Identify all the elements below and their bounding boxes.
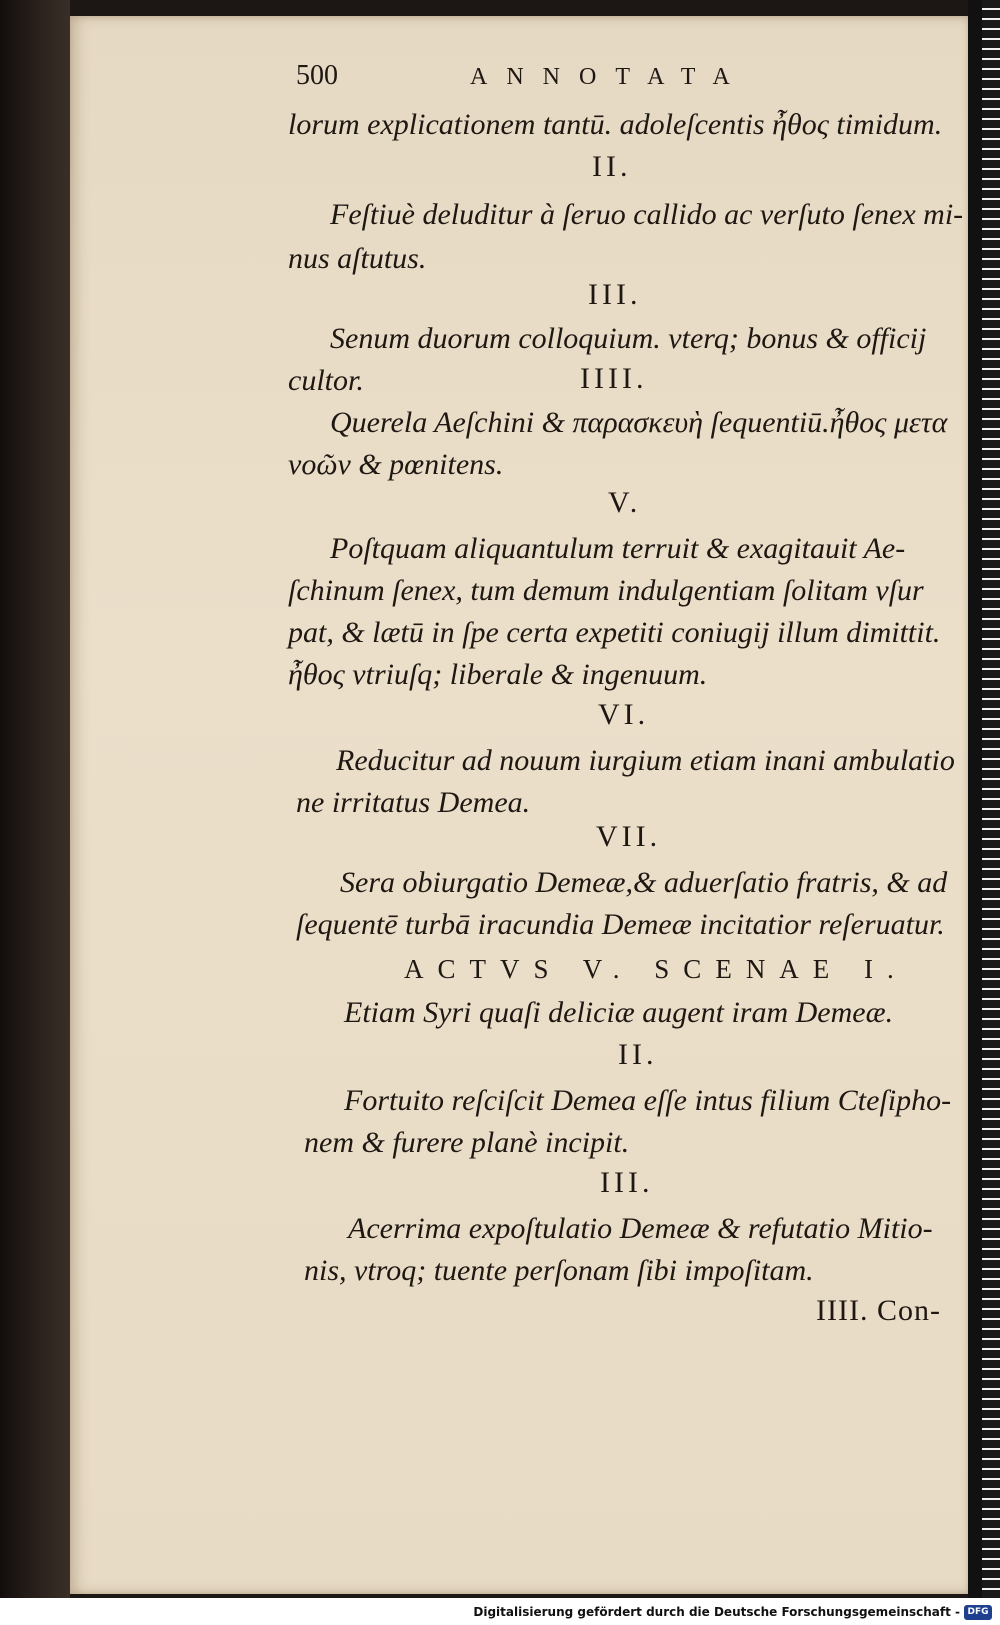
running-title: ANNOTATA: [470, 64, 749, 90]
section-heading: III.: [588, 278, 642, 311]
scan-ruler: [968, 0, 1000, 1598]
section-heading: III.: [600, 1166, 654, 1199]
page-number: 500: [296, 60, 338, 91]
section-heading: V.: [608, 486, 642, 519]
text-line: Querela Aeſchini & παρασκευὴ ſequentiū.ἦθος μετα: [330, 406, 948, 439]
text-line: cultor.: [288, 364, 364, 397]
text-line: nis, vtroq; tuente perſonam ſibi impoſitam.: [304, 1254, 814, 1287]
text-line: Fortuito reſciſcit Demea eſſe intus filium Cteſipho-: [344, 1084, 952, 1117]
section-heading: VI.: [598, 698, 650, 731]
text-line: ſchinum ſenex, tum demum indulgentiam ſolitam vſur: [288, 574, 924, 607]
funding-credit: Digitalisierung gefördert durch die Deutsche Forschungsgemeinschaft -: [473, 1605, 960, 1619]
text-line: Etiam Syri quaſi deliciæ augent iram Demeæ.: [344, 996, 894, 1029]
text-line: νοῶν & pœnitens.: [288, 448, 504, 481]
section-heading: IIII.: [580, 362, 648, 395]
text-line: Reducitur ad nouum iurgium etiam inani ambulatio: [336, 744, 955, 777]
text-line: pat, & lætū in ſpe certa expetiti coniugij illum dimittit.: [288, 616, 941, 649]
catchword: IIII. Con-: [816, 1294, 941, 1327]
text-line: ne irritatus Demea.: [296, 786, 531, 819]
text-line: Feſtiuè deluditur à ſeruo callido ac verſuto ſenex mi-: [330, 198, 964, 231]
section-heading: VII.: [596, 820, 662, 853]
text-line: Sera obiurgatio Demeæ,& aduerſatio fratris, & ad: [340, 866, 948, 899]
text-line: Senum duorum colloquium. vterq; bonus & officij: [330, 322, 927, 355]
footer-bar: [0, 1598, 1000, 1625]
section-heading: II.: [618, 1038, 658, 1071]
text-line: lorum explicationem tantū. adoleſcentis ἦθος timidum.: [288, 108, 943, 141]
dfg-logo: DFG: [964, 1605, 992, 1620]
text-line: Poſtquam aliquantulum terruit & exagitauit Ae-: [330, 532, 906, 565]
text-line: ἦθος vtriuſq; liberale & ingenuum.: [288, 658, 708, 691]
section-heading: II.: [592, 150, 632, 183]
text-line: ſequentē turbā iracundia Demeæ incitatior reſeruatur.: [296, 908, 945, 941]
text-line: nem & furere planè incipit.: [304, 1126, 630, 1159]
scan-background-left: [0, 0, 70, 1598]
act-heading: ACTVS V. SCENAE I.: [404, 954, 908, 984]
text-line: Acerrima expoſtulatio Demeæ & refutatio Mitio-: [348, 1212, 933, 1245]
text-line: nus aſtutus.: [288, 242, 427, 275]
